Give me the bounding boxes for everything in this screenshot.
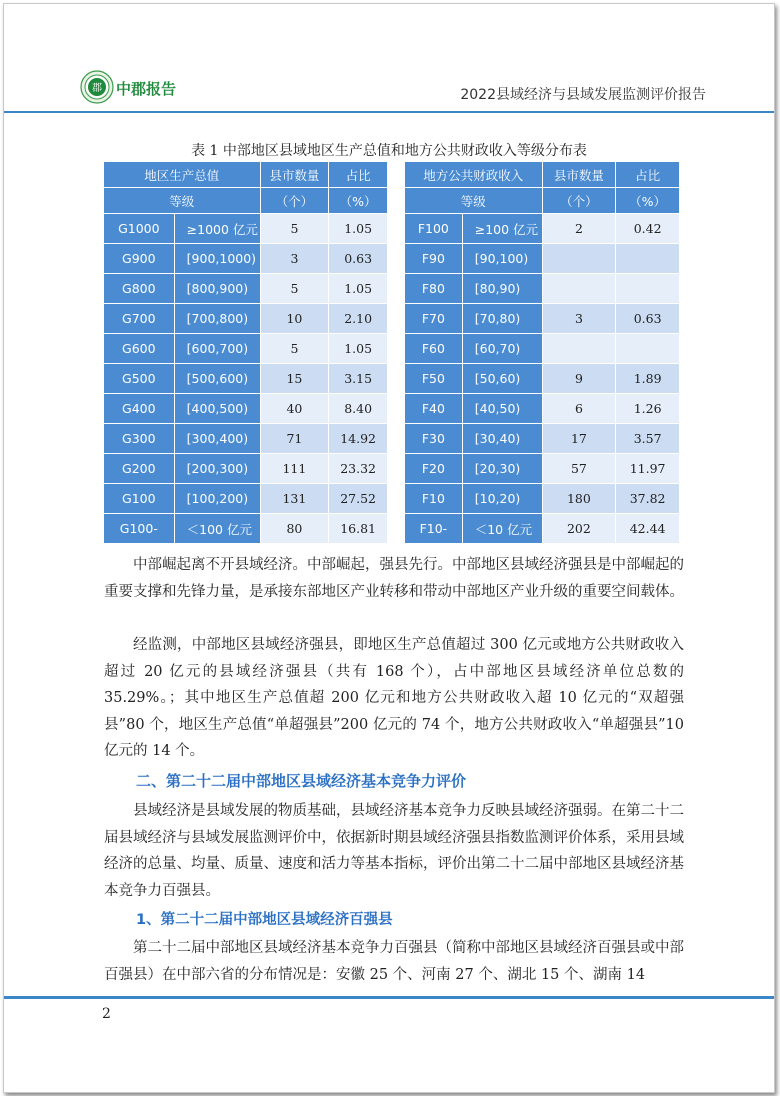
table-row bbox=[405, 244, 680, 274]
county-count: 15 bbox=[260, 364, 329, 394]
level-range: [100,200) bbox=[174, 484, 260, 514]
paragraph-intro: 中部崛起离不开县域经济。中部崛起，强县先行。中部地区县域经济强县是中部崛起的重要支撑和先锋力量，是承接东部地区产业转移和带动中部地区产业升级的重要空间载体。 bbox=[104, 557, 684, 600]
share-percent bbox=[616, 244, 680, 274]
level-range: [90,100) bbox=[462, 244, 542, 274]
level-range: [80,90) bbox=[462, 274, 542, 304]
county-count: 5 bbox=[260, 214, 329, 244]
paragraph-competitiveness: 县域经济是县域发展的物质基础，县域经济基本竞争力反映县域经济强弱。在第二十二届县域经济与县域发展监测评价中，依据新时期县域经济强县指数监测评价体系，采用县域经济的总量、均量、质量、速度和活力等基本指标，评价出第二十二届中部地区县域经济基本竞争力百强县。 bbox=[104, 803, 684, 899]
paragraph-monitoring: 经监测，中部地区县域经济强县，即地区生产总值超过 300 亿元或地方公共财政收入超过 20 亿元的县域经济强县（共有 168 个），占中部地区县域经济单位总数的 35.29%。；其中地区生产总值超 200 亿元和地方公共财政收入超 10 亿元的“双超强县”80 个，地区生产总值“单超强县”200 亿元的 74 个，地方公共财政收入“单超强县”10 亿元的 14 个。 bbox=[104, 637, 684, 759]
level-range: [10,20) bbox=[462, 484, 542, 514]
level-code: F100 bbox=[405, 214, 463, 244]
fiscal-header-count: 县市数量 bbox=[542, 162, 616, 188]
share-percent: 0.42 bbox=[616, 214, 680, 244]
gdp-header-title: 地区生产总值 bbox=[104, 162, 261, 188]
level-code: G500 bbox=[104, 364, 175, 394]
level-range: [70,80) bbox=[462, 304, 542, 334]
level-range: [50,60) bbox=[462, 364, 542, 394]
share-percent: 3.15 bbox=[329, 364, 388, 394]
level-code: G400 bbox=[104, 394, 175, 424]
level-code: G200 bbox=[104, 454, 175, 484]
level-code: G600 bbox=[104, 334, 175, 364]
level-code: G1000 bbox=[104, 214, 175, 244]
county-count: 2 bbox=[542, 214, 616, 244]
level-range: [40,50) bbox=[462, 394, 542, 424]
table-row bbox=[405, 424, 680, 454]
header-rule bbox=[4, 111, 774, 113]
level-range: [700,800) bbox=[174, 304, 260, 334]
fiscal-header-count-sub: （个） bbox=[542, 188, 616, 214]
table-row bbox=[104, 244, 388, 274]
level-range: ≥100 亿元 bbox=[462, 214, 542, 244]
county-count: 17 bbox=[542, 424, 616, 454]
footer-rule bbox=[4, 996, 774, 999]
gdp-header-count-sub: （个） bbox=[260, 188, 329, 214]
gdp-header-share-sub: （%） bbox=[329, 188, 388, 214]
share-percent: 16.81 bbox=[329, 514, 388, 544]
document-page bbox=[3, 3, 775, 1093]
share-percent: 42.44 bbox=[616, 514, 680, 544]
level-range: [900,1000) bbox=[174, 244, 260, 274]
fiscal-level-table bbox=[404, 161, 680, 544]
fiscal-header-title: 地方公共财政收入 bbox=[405, 162, 543, 188]
table-row bbox=[104, 274, 388, 304]
share-percent: 3.57 bbox=[616, 424, 680, 454]
level-code: F90 bbox=[405, 244, 463, 274]
table-row bbox=[405, 364, 680, 394]
table-row bbox=[104, 364, 388, 394]
share-percent: 27.52 bbox=[329, 484, 388, 514]
county-count: 9 bbox=[542, 364, 616, 394]
share-percent: 1.05 bbox=[329, 274, 388, 304]
level-code: F60 bbox=[405, 334, 463, 364]
county-count: 3 bbox=[260, 244, 329, 274]
table-row bbox=[405, 214, 680, 244]
share-percent: 1.26 bbox=[616, 394, 680, 424]
report-title: 2022县域经济与县域发展监测评价报告 bbox=[460, 87, 706, 103]
level-range: [60,70) bbox=[462, 334, 542, 364]
county-count bbox=[542, 334, 616, 364]
page-number: 2 bbox=[102, 1006, 111, 1022]
fiscal-header-share-sub: （%） bbox=[616, 188, 680, 214]
level-code: F50 bbox=[405, 364, 463, 394]
county-count: 40 bbox=[260, 394, 329, 424]
county-count: 111 bbox=[260, 454, 329, 484]
share-percent: 1.89 bbox=[616, 364, 680, 394]
level-code: F30 bbox=[405, 424, 463, 454]
county-count: 10 bbox=[260, 304, 329, 334]
county-count: 131 bbox=[260, 484, 329, 514]
level-range: [200,300) bbox=[174, 454, 260, 484]
county-count: 5 bbox=[260, 274, 329, 304]
level-range: [400,500) bbox=[174, 394, 260, 424]
level-code: G100 bbox=[104, 484, 175, 514]
logo-icon bbox=[80, 70, 114, 104]
share-percent: 0.63 bbox=[329, 244, 388, 274]
county-count: 80 bbox=[260, 514, 329, 544]
county-count: 5 bbox=[260, 334, 329, 364]
table-row bbox=[405, 394, 680, 424]
level-code: F80 bbox=[405, 274, 463, 304]
fiscal-header-share: 占比 bbox=[616, 162, 680, 188]
county-count bbox=[542, 244, 616, 274]
gdp-header-share: 占比 bbox=[329, 162, 388, 188]
section-heading: 二、第二十二届中部地区县域经济基本竞争力评价 bbox=[136, 772, 467, 790]
level-code: F40 bbox=[405, 394, 463, 424]
level-range: [500,600) bbox=[174, 364, 260, 394]
level-range: [300,400) bbox=[174, 424, 260, 454]
level-code: F70 bbox=[405, 304, 463, 334]
table-row bbox=[405, 274, 680, 304]
table-row bbox=[104, 454, 388, 484]
fiscal-header-title-sub: 等级 bbox=[405, 188, 543, 214]
table-row bbox=[104, 424, 388, 454]
share-percent: 37.82 bbox=[616, 484, 680, 514]
table-row bbox=[104, 484, 388, 514]
level-code: G700 bbox=[104, 304, 175, 334]
level-range: ＜100 亿元 bbox=[174, 514, 260, 544]
share-percent: 8.40 bbox=[329, 394, 388, 424]
share-percent: 1.05 bbox=[329, 214, 388, 244]
table-row bbox=[104, 334, 388, 364]
share-percent bbox=[616, 274, 680, 304]
share-percent: 2.10 bbox=[329, 304, 388, 334]
share-percent: 1.05 bbox=[329, 334, 388, 364]
level-range: [30,40) bbox=[462, 424, 542, 454]
subsection-heading: 1、第二十二届中部地区县域经济百强县 bbox=[136, 912, 393, 928]
table-row bbox=[405, 484, 680, 514]
table-caption: 表 1 中部地区县域地区生产总值和地方公共财政收入等级分布表 bbox=[191, 143, 587, 159]
brand-name: 中郡报告 bbox=[116, 80, 177, 98]
level-range: ＜10 亿元 bbox=[462, 514, 542, 544]
paragraph-top100: 第二十二届中部地区县域经济基本竞争力百强县（简称中部地区县域经济百强县或中部百强县）在中部六省的分布情况是：安徽 25 个、河南 27 个、湖北 15 个、湖南 14 bbox=[104, 940, 684, 983]
table-row bbox=[104, 214, 388, 244]
level-code: G900 bbox=[104, 244, 175, 274]
county-count: 3 bbox=[542, 304, 616, 334]
county-count: 57 bbox=[542, 454, 616, 484]
table-row bbox=[405, 454, 680, 484]
county-count: 180 bbox=[542, 484, 616, 514]
level-range: ≥1000 亿元 bbox=[174, 214, 260, 244]
table-row bbox=[104, 394, 388, 424]
table-row bbox=[405, 514, 680, 544]
level-code: F10 bbox=[405, 484, 463, 514]
county-count bbox=[542, 274, 616, 304]
level-code: F20 bbox=[405, 454, 463, 484]
share-percent: 11.97 bbox=[616, 454, 680, 484]
table-row bbox=[104, 304, 388, 334]
table-row bbox=[104, 514, 388, 544]
level-range: [600,700) bbox=[174, 334, 260, 364]
share-percent bbox=[616, 334, 680, 364]
svg-text:郡: 郡 bbox=[92, 83, 102, 94]
county-count: 71 bbox=[260, 424, 329, 454]
level-code: G300 bbox=[104, 424, 175, 454]
share-percent: 14.92 bbox=[329, 424, 388, 454]
county-count: 6 bbox=[542, 394, 616, 424]
level-range: [20,30) bbox=[462, 454, 542, 484]
level-code: G800 bbox=[104, 274, 175, 304]
table-row bbox=[405, 304, 680, 334]
gdp-header-count: 县市数量 bbox=[260, 162, 329, 188]
level-code: F10- bbox=[405, 514, 463, 544]
level-code: G100- bbox=[104, 514, 175, 544]
share-percent: 0.63 bbox=[616, 304, 680, 334]
gdp-header-title-sub: 等级 bbox=[104, 188, 261, 214]
level-range: [800,900) bbox=[174, 274, 260, 304]
share-percent: 23.32 bbox=[329, 454, 388, 484]
county-count: 202 bbox=[542, 514, 616, 544]
gdp-level-table bbox=[103, 161, 388, 544]
table-row bbox=[405, 334, 680, 364]
